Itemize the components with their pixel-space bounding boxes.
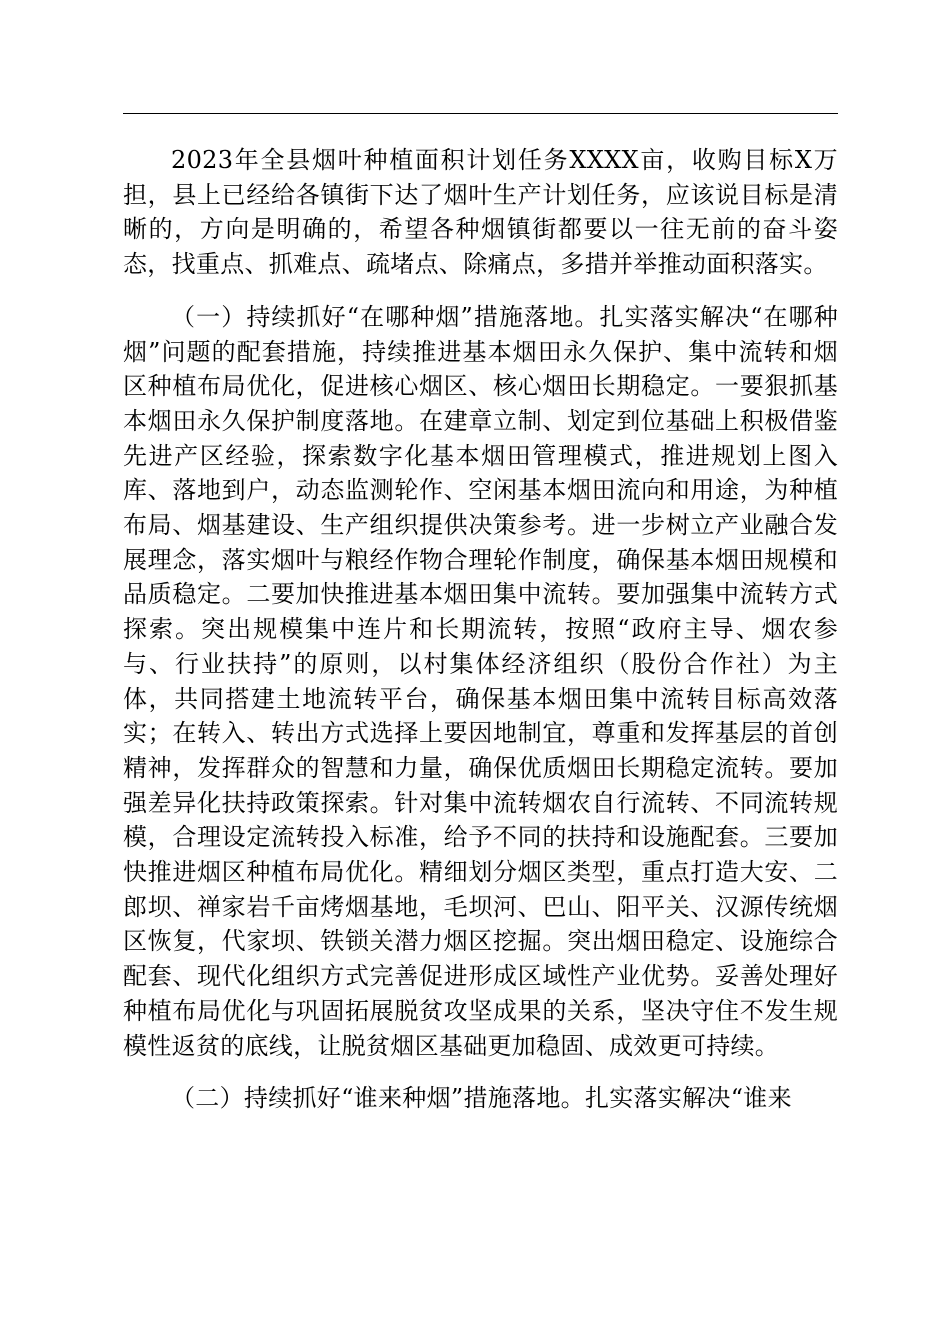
paragraph-section-1: （一）持续抓好“在哪种烟”措施落地。扎实落实解决“在哪种烟”问题的配套措施，持续推进基本烟田永久保护、集中流转和烟区种植布局优化，促进核心烟区、核心烟田长期稳定。一要狠抓基本烟田永久保护制度落地。在建章立制、划定到位基础上积极借鉴先进产区经验，探索数字化基本烟田管理模式，推进规划上图入库、落地到户，动态监测轮作、空闲基本烟田流向和用途，为种植布局、烟基建设、生产组织提供决策参考。进一步树立产业融合发展理念，落实烟叶与粮经作物合理轮作制度，确保基本烟田规模和品质稳定。二要加快推进基本烟田集中流转。要加强集中流转方式探索。突出规模集中连片和长期流转，按照“政府主导、烟农参与、行业扶持”的原则，以村集体经济组织（股份合作社）为主体，共同搭建土地流转平台，确保基本烟田集中流转目标高效落实；在转入、转出方式选择上要因地制宜，尊重和发挥基层的首创精神，发挥群众的智慧和力量，确保优质烟田长期稳定流转。要加强差异化扶持政策探索。针对集中流转烟农自行流转、不同流转规模，合理设定流转投入标准，给予不同的扶持和设施配套。三要加快推进烟区种植布局优化。精细划分烟区类型，重点打造大安、二郎坝、禅家岩千亩烤烟基地，毛坝河、巴山、阳平关、汉源传统烟区恢复，代家坝、铁锁关潜力烟区挖掘。突出烟田稳定、设施综合配套、现代化组织方式完善促进形成区域性产业优势。妥善处理好种植布局优化与巩固拓展脱贫攻坚成果的关系，坚决守住不发生规模性返贫的底线，让脱贫烟区基础更加稳固、成效更可持续。 [123, 302, 838, 1060]
header-divider [123, 113, 838, 114]
paragraph-section-2: （二）持续抓好“谁来种烟”措施落地。扎实落实解决“谁来 [171, 1084, 792, 1113]
document-body [123, 143, 838, 1134]
paragraph-intro: 2023年全县烟叶种植面积计划任务XXXX亩，收购目标X万担，县上已经给各镇街下达了烟叶生产计划任务，应该说目标是清晰的，方向是明确的，希望各种烟镇街都要以一往无前的奋斗姿态，找重点、抓难点、疏堵点、除痛点，多措并举推动面积落实。 [123, 146, 838, 279]
